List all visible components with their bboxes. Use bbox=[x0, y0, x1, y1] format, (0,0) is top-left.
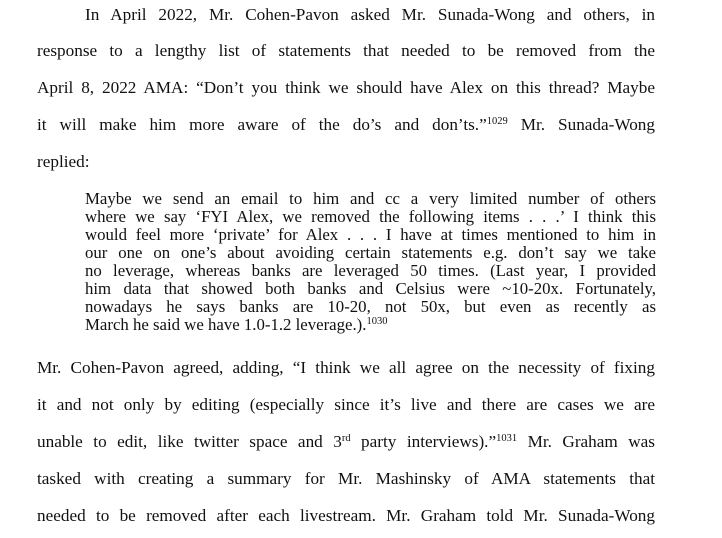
block-quote-line-4: our one on one’s about avoiding certain statements e.g. don’t say we take bbox=[85, 243, 656, 262]
paragraph-2-line-3-tail: Mr. Graham was bbox=[517, 432, 655, 451]
block-quote-line-6: him data that showed both banks and Celsius were ~10-20x. Fortunately, bbox=[85, 279, 656, 298]
paragraph-2-line-3-text: unable to edit, like twitter space and 3 bbox=[37, 432, 342, 451]
paragraph-1-line-4 bbox=[37, 115, 655, 135]
paragraph-1-line-2: response to a lengthy list of statements that needed to be removed from the bbox=[37, 41, 655, 60]
paragraph-2-line-3-text-b: party interviews).” bbox=[350, 432, 497, 451]
paragraph-1-line-4-tail: Mr. Sunada-Wong bbox=[507, 115, 655, 134]
block-quote-line-5: no leverage, whereas banks are leveraged 50 times. (Last year, I provided bbox=[85, 261, 656, 280]
paragraph-1-line-4-text: it will make him more aware of the do’s and don’ts.” bbox=[37, 115, 487, 134]
paragraph-2-line-3 bbox=[37, 432, 655, 452]
paragraph-1-line-5: replied: bbox=[37, 152, 90, 171]
ordinal-suffix: rd bbox=[341, 433, 351, 444]
paragraph-2-line-1: Mr. Cohen-Pavon agreed, adding, “I think we all agree on the necessity of fixing bbox=[37, 358, 655, 377]
block-quote-line-2: where we say ‘FYI Alex, we removed the following items . . .’ I think this bbox=[85, 207, 656, 226]
block-quote-line-1: Maybe we send an email to him and cc a very limited number of others bbox=[85, 189, 656, 208]
paragraph-1-line-1: In April 2022, Mr. Cohen-Pavon asked Mr. Sunada-Wong and others, in bbox=[85, 5, 655, 24]
footnote-ref-1030: 1030 bbox=[366, 316, 388, 327]
paragraph-2-line-4: tasked with creating a summary for Mr. Mashinsky of AMA statements that bbox=[37, 469, 655, 488]
paragraph-1-line-3: April 8, 2022 AMA: “Don’t you think we should have Alex on this thread? Maybe bbox=[37, 78, 655, 97]
footnote-ref-1031: 1031 bbox=[496, 433, 518, 444]
footnote-ref-1029: 1029 bbox=[486, 116, 508, 127]
block-quote-line-7: nowadays he says banks are 10-20, not 50x, but even as recently as bbox=[85, 297, 656, 316]
paragraph-2-line-5: needed to be removed after each livestream. Mr. Graham told Mr. Sunada-Wong bbox=[37, 506, 655, 525]
block-quote-line-8-text: March he said we have 1.0-1.2 leverage.). bbox=[85, 315, 367, 334]
paragraph-2-line-2: it and not only by editing (especially since it’s live and there are cases we are bbox=[37, 395, 655, 414]
block-quote-line-3: would feel more ‘private’ for Alex . . . I have at times mentioned to him in bbox=[85, 225, 656, 244]
block-quote-line-8 bbox=[85, 316, 656, 334]
